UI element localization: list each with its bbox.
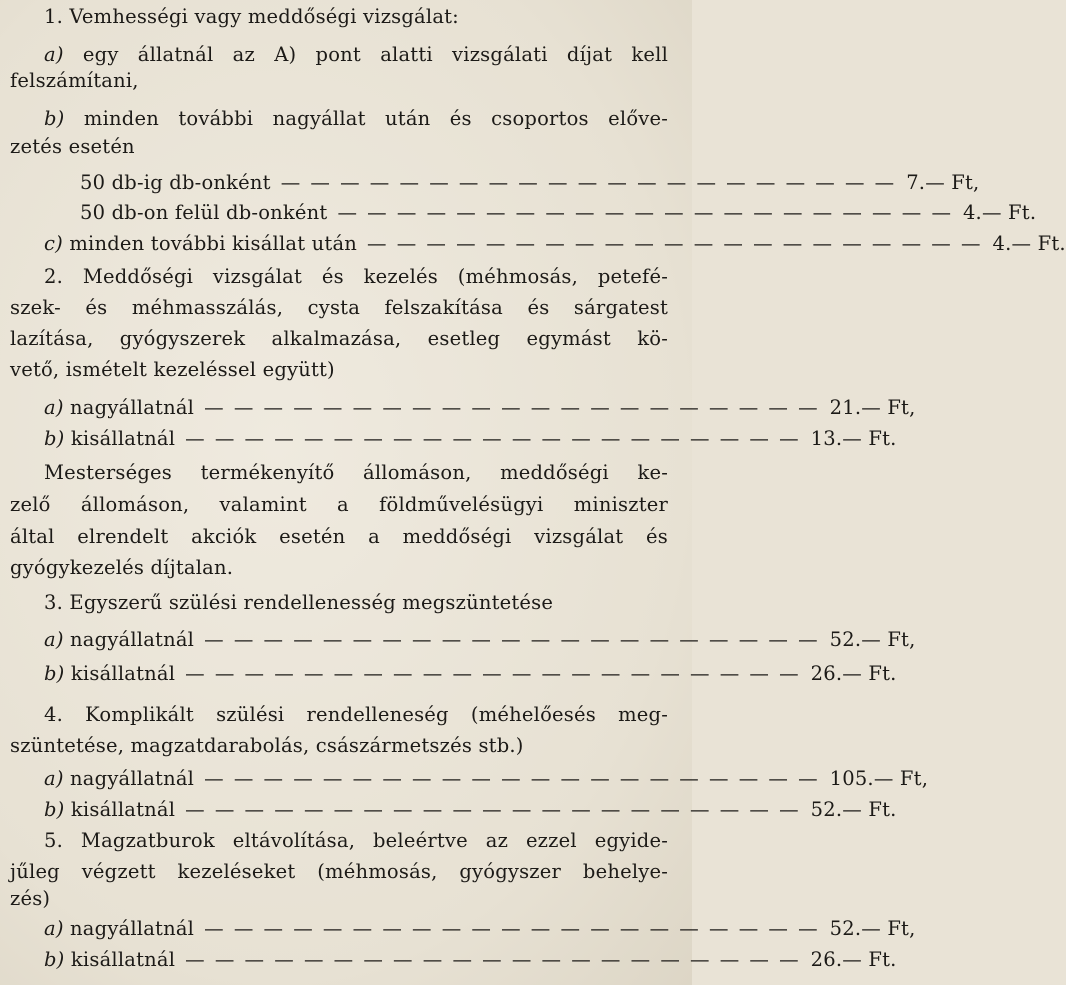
item-letter: a) xyxy=(44,396,64,419)
price-row: a) nagyállatnál — — — — — — — — — — — — — — — — — — — — — 52.— Ft, xyxy=(0,914,692,944)
section-3-heading: 3. Egyszerű szülési rendellenesség megszüntetése xyxy=(44,591,554,614)
section-2-heading-line-2: szek- és méhmasszálás, cysta felszakítása és sárgatest xyxy=(10,296,668,319)
price-value: 52.— Ft, xyxy=(829,917,916,940)
section-2-note-line-2: zelő állomáson, valamint a földművelésügyi miniszter xyxy=(10,493,668,516)
price-value: 4.— Ft. xyxy=(992,232,1066,255)
price-value: 7.— Ft, xyxy=(906,171,980,194)
leader-dashes: — — — — — — — — — — — — — — — — — — — — — xyxy=(337,201,953,224)
leader-dashes: — — — — — — — — — — — — — — — — — — — — — xyxy=(185,662,801,685)
section-4-heading-line-2: szüntetése, magzatdarabolás, császármetszés stb.) xyxy=(10,734,524,757)
price-value: 105.— Ft, xyxy=(829,767,929,790)
leader-dashes: — — — — — — — — — — — — — — — — — — — — — xyxy=(185,798,801,821)
item-letter: a) xyxy=(44,43,64,66)
price-row: 50 db-ig db-onként — — — — — — — — — — — — — — — — — — — — — 7.— Ft, xyxy=(0,168,692,198)
price-value: 52.— Ft. xyxy=(810,798,897,821)
price-value: 26.— Ft. xyxy=(810,948,897,971)
section-1a-line-2: felszámítani, xyxy=(10,69,139,92)
price-value: 4.— Ft. xyxy=(962,201,1037,224)
section-5-heading-line-1: 5. Magzatburok eltávolítása, beleértve az ezzel egyide- xyxy=(44,829,668,852)
price-value: 21.— Ft, xyxy=(829,396,916,419)
leader-dashes: — — — — — — — — — — — — — — — — — — — — — xyxy=(204,767,820,790)
price-row: b) kisállatnál — — — — — — — — — — — — — — — — — — — — — 26.— Ft. xyxy=(0,945,692,975)
price-row: c) minden további kisállat után — — — — — — — — — — — — — — — — — — — — — 4.— Ft. xyxy=(0,229,692,259)
leader-dashes: — — — — — — — — — — — — — — — — — — — — — xyxy=(367,232,983,255)
section-2-note-line-1: Mesterséges termékenyítő állomáson, meddőségi ke- xyxy=(44,461,668,484)
item-letter: a) xyxy=(44,628,64,651)
item-letter: a) xyxy=(44,767,64,790)
item-letter: b) xyxy=(44,107,65,130)
item-letter: b) xyxy=(44,662,65,685)
price-row: 50 db-on felül db-onként — — — — — — — — — — — — — — — — — — — — — 4.— Ft. xyxy=(0,198,692,228)
item-letter: c) xyxy=(44,232,63,255)
price-row: b) kisállatnál — — — — — — — — — — — — — — — — — — — — — 13.— Ft. xyxy=(0,424,692,454)
price-row: b) kisállatnál — — — — — — — — — — — — — — — — — — — — — 52.— Ft. xyxy=(0,795,692,825)
section-1b-line-1: b) minden további nagyállat után és csoportos elővе- xyxy=(44,107,669,130)
price-value: 13.— Ft. xyxy=(810,427,897,450)
leader-dashes: — — — — — — — — — — — — — — — — — — — — — xyxy=(185,427,801,450)
leader-dashes: — — — — — — — — — — — — — — — — — — — — — xyxy=(185,948,801,971)
section-2-heading-line-1: 2. Meddőségi vizsgálat és kezelés (méhmosás, petefé- xyxy=(44,265,668,288)
section-5-heading-line-2: jűleg végzett kezeléseket (méhmosás, gyógyszer behelye- xyxy=(10,860,668,883)
section-1-heading: 1. Vemhességi vagy meddőségi vizsgálat: xyxy=(44,5,459,28)
leader-dashes: — — — — — — — — — — — — — — — — — — — — — xyxy=(204,917,820,940)
price-row: a) nagyállatnál — — — — — — — — — — — — — — — — — — — — — 105.— Ft, xyxy=(0,764,692,794)
section-2-heading-line-3: lazítása, gyógyszerek alkalmazása, esetleg egymást kö- xyxy=(10,327,668,350)
leader-dashes: — — — — — — — — — — — — — — — — — — — — — xyxy=(204,396,820,419)
leader-dashes: — — — — — — — — — — — — — — — — — — — — — xyxy=(204,628,820,651)
price-row: a) nagyállatnál — — — — — — — — — — — — — — — — — — — — — 21.— Ft, xyxy=(0,393,692,423)
section-1a-line-1: a) egy állatnál az A) pont alatti vizsgálati díjat kell xyxy=(44,43,668,66)
section-2-note-line-3: által elrendelt akciók esetén a meddőségi vizsgálat és xyxy=(10,525,668,548)
section-2-note-line-4: gyógykezelés díjtalan. xyxy=(10,556,234,579)
section-5-heading-line-3: zés) xyxy=(10,887,51,910)
price-row: b) kisállatnál — — — — — — — — — — — — — — — — — — — — — 26.— Ft. xyxy=(0,659,692,689)
section-1b-line-2: zetés esetén xyxy=(10,135,135,158)
price-value: 52.— Ft, xyxy=(829,628,916,651)
section-2-heading-line-4: vető, ismételt kezeléssel együtt) xyxy=(10,358,335,381)
item-letter: b) xyxy=(44,948,65,971)
price-row: a) nagyállatnál — — — — — — — — — — — — — — — — — — — — — 52.— Ft, xyxy=(0,625,692,655)
section-4-heading-line-1: 4. Komplikált szülési rendelleneség (méhelőesés meg- xyxy=(44,703,668,726)
item-letter: b) xyxy=(44,427,65,450)
leader-dashes: — — — — — — — — — — — — — — — — — — — — — xyxy=(280,171,897,194)
price-value: 26.— Ft. xyxy=(810,662,897,685)
item-letter: b) xyxy=(44,798,65,821)
item-letter: a) xyxy=(44,917,64,940)
